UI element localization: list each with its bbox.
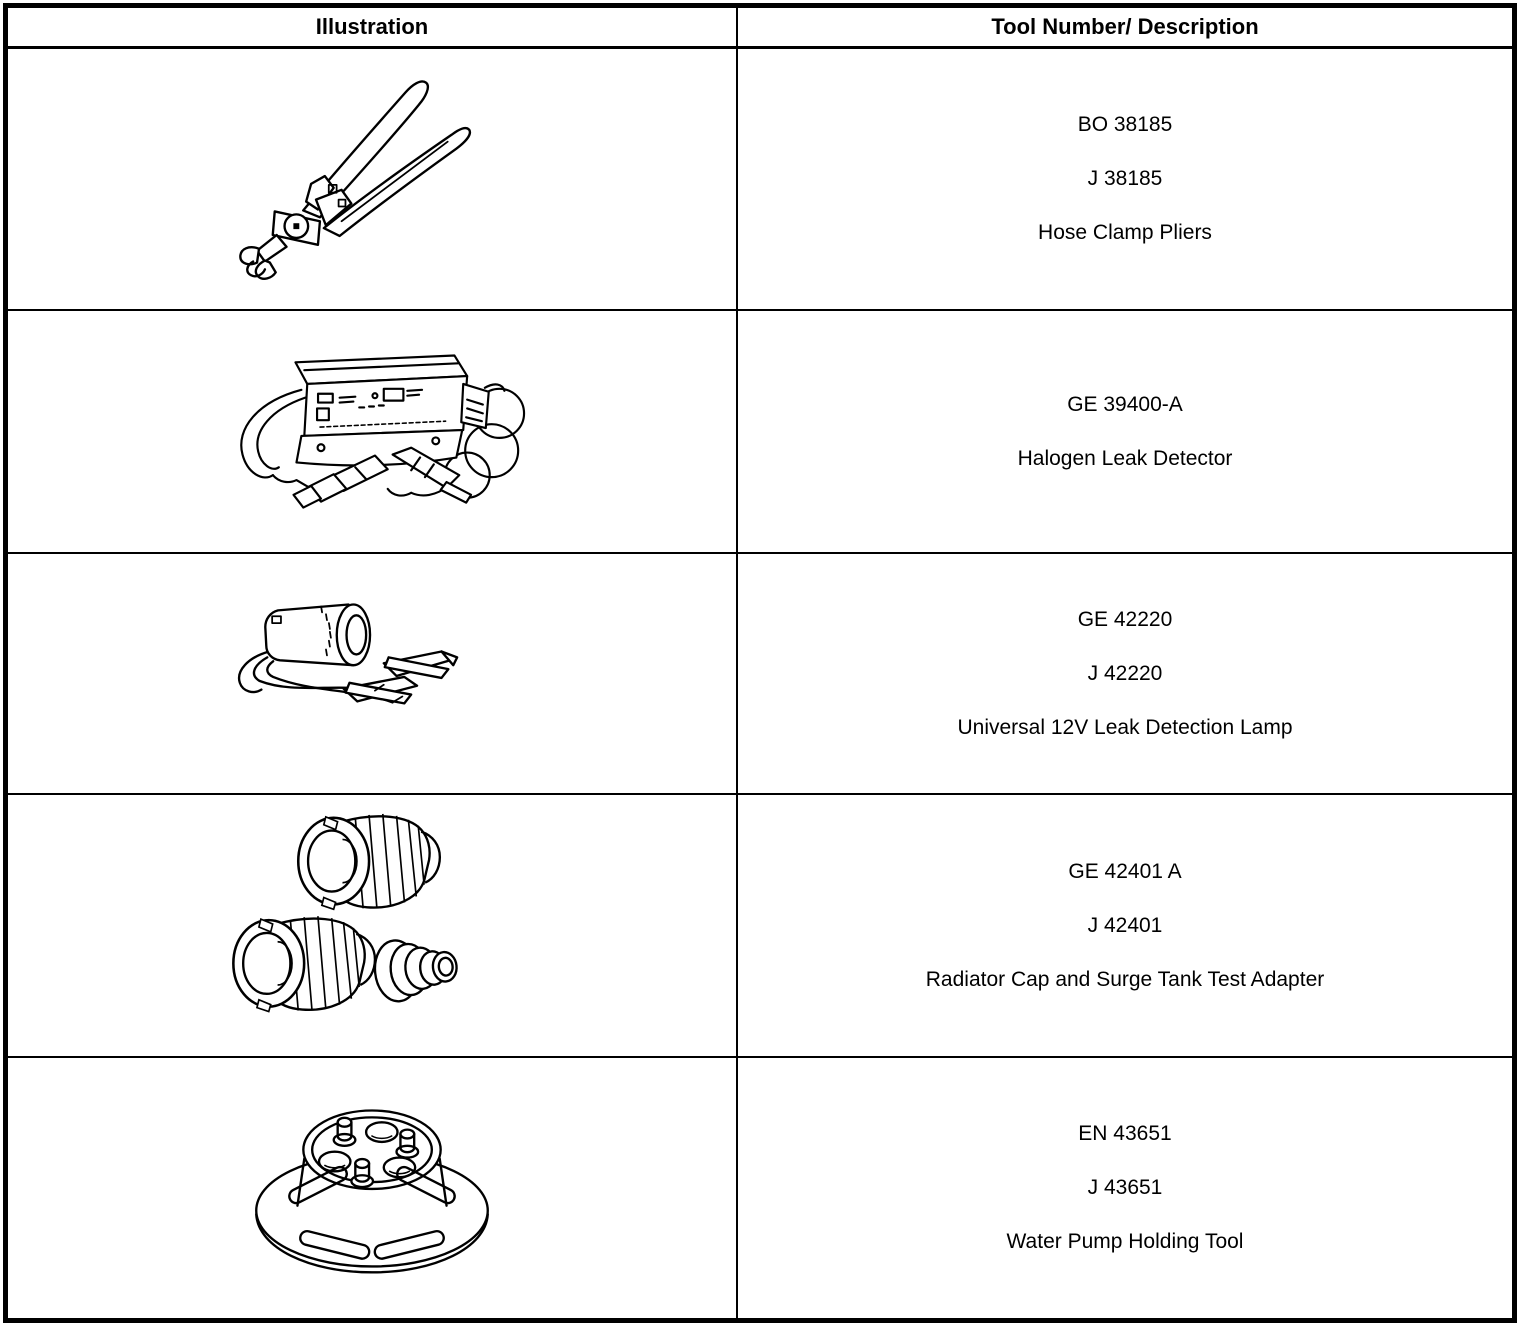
leak-detection-lamp-illustration: [207, 581, 537, 767]
tool-number-alt: J 43651: [1087, 1176, 1163, 1199]
description-cell: [738, 795, 1512, 1056]
special-tools-table: [3, 3, 1517, 1323]
table-header-row: [8, 8, 1512, 49]
tool-number-alt: J 38185: [1087, 167, 1163, 190]
water-pump-holding-tool-illustration: [222, 1085, 522, 1291]
radiator-cap-test-adapter-illustration: [207, 808, 537, 1044]
table-row: [8, 49, 1512, 311]
header-illustration: Illustration: [8, 8, 738, 46]
tool-number: BO 38185: [1077, 113, 1173, 136]
halogen-leak-detector-illustration: [207, 329, 537, 535]
description-cell: [738, 311, 1512, 552]
description-cell: [738, 49, 1512, 309]
table-row: [8, 1058, 1512, 1318]
illustration-cell: [8, 554, 738, 793]
hose-clamp-pliers-illustration: [207, 66, 537, 292]
illustration-cell: [8, 49, 738, 309]
tool-number: EN 43651: [1078, 1122, 1172, 1145]
table-row: [8, 554, 1512, 795]
tool-number-alt: J 42401: [1087, 913, 1163, 937]
tool-number: GE 39400-A: [1067, 392, 1183, 416]
illustration-cell: [8, 795, 738, 1056]
tool-description: Hose Clamp Pliers: [1038, 221, 1212, 244]
illustration-cell: [8, 1058, 738, 1318]
tool-number-alt: J 42220: [1087, 661, 1163, 685]
header-tool-number-description: Tool Number/ Description: [991, 14, 1259, 39]
tool-description: Radiator Cap and Surge Tank Test Adapter: [925, 967, 1325, 991]
description-cell: [738, 1058, 1512, 1318]
table-row: [8, 311, 1512, 554]
tool-description: Water Pump Holding Tool: [1006, 1230, 1244, 1253]
tool-number: GE 42220: [1077, 607, 1173, 631]
illustration-cell: [8, 311, 738, 552]
description-cell: [738, 554, 1512, 793]
table-row: [8, 795, 1512, 1058]
tool-description: Universal 12V Leak Detection Lamp: [957, 715, 1293, 739]
tool-description: Halogen Leak Detector: [1017, 446, 1233, 470]
tool-number: GE 42401 A: [1068, 859, 1182, 883]
